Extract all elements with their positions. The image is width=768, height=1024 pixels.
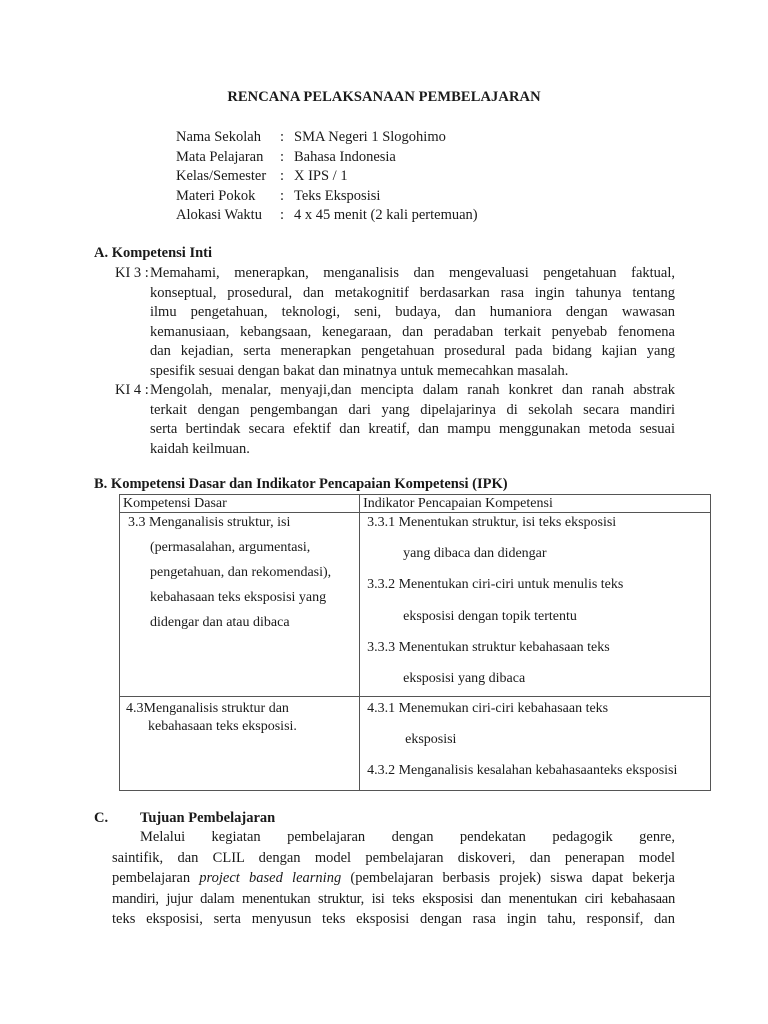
identity-value: Teks Eksposisi: [294, 187, 381, 204]
ki3-line: kemanusiaan, kebangsaan, kenegaraan, dan peradaban terkait penyebab fenomena: [150, 323, 675, 340]
table-cell-kd: [120, 697, 360, 791]
identity-value: X IPS / 1: [294, 168, 348, 184]
identity-block: [176, 128, 478, 226]
identity-label: Mata Pelajaran: [176, 148, 264, 165]
kd-line: 4.3Menganalisis struktur dan: [126, 701, 289, 716]
competency-table: [119, 494, 711, 791]
ki4-line: serta bertindak secara efektif dan kreatif, dan mampu menggunakan metoda sesuai: [150, 421, 675, 437]
ki3-line: Memahami, menerapkan, menganalisis dan mengevaluasi pengetahuan faktual,: [150, 265, 675, 281]
identity-row-school: [176, 128, 478, 148]
identity-label: Alokasi Waktu: [176, 207, 262, 223]
table-header-kd: Kompetensi Dasar: [120, 495, 360, 513]
section-b-heading: B. Kompetensi Dasar dan Indikator Pencapaian Kompetensi (IPK): [94, 476, 508, 492]
identity-label: Kelas/Semester: [176, 168, 267, 184]
ipk-line: 4.3.2 Menganalisis kesalahan kebahasaanteks eksposisi: [367, 763, 678, 778]
kd-line: kebahasaan teks eksposisi.: [148, 719, 297, 734]
ipk-line: eksposisi yang dibaca: [403, 671, 526, 686]
table-row: [120, 697, 711, 791]
identity-row-subject: [176, 148, 478, 168]
identity-label: Nama Sekolah: [176, 129, 261, 145]
ki3-block: [115, 264, 675, 381]
identity-colon: :: [280, 168, 285, 184]
identity-value: 4 x 45 menit (2 kali pertemuan): [294, 207, 478, 223]
ipk-line: eksposisi: [405, 732, 457, 747]
paragraph-text: (pembelajaran berbasis projek) siswa dapat bekerja: [341, 870, 675, 886]
identity-colon: :: [280, 129, 285, 145]
ipk-line: 3.3.1 Menentukan struktur, isi teks eksposisi: [367, 515, 617, 530]
identity-value: SMA Negeri 1 Slogohimo: [294, 129, 446, 145]
ipk-line: eksposisi dengan topik tertentu: [403, 609, 577, 624]
ki4-line: Mengolah, menalar, menyaji,dan mencipta dalam ranah konkret dan ranah abstrak: [150, 382, 675, 398]
ipk-line: 4.3.1 Menemukan ciri-ciri kebahasaan teks: [367, 701, 609, 716]
identity-row-time: [176, 206, 478, 226]
identity-row-class: [176, 167, 478, 187]
paragraph-line: saintifik, dan CLIL dengan model pembelajaran diskoveri, dan penerapan model: [112, 849, 675, 866]
kd-line: didengar dan atau dibaca: [150, 615, 290, 630]
ki4-label: KI 4 :: [115, 382, 149, 398]
identity-colon: :: [280, 148, 285, 165]
table-row: [120, 513, 711, 697]
section-c-heading-letter: C.: [94, 810, 109, 826]
paragraph-italic-term: project based learning: [199, 870, 342, 886]
identity-colon: :: [280, 207, 285, 223]
table-header-ipk: Indikator Pencapaian Kompetensi: [360, 495, 711, 513]
paragraph-line: Melalui kegiatan pembelajaran dengan pendekatan pedagogik genre,: [140, 829, 675, 845]
ki3-line: spesifik sesuai dengan bakat dan minatnya untuk memecahkan masalah.: [150, 362, 569, 379]
ipk-line: yang dibaca dan didengar: [403, 546, 547, 561]
identity-label: Materi Pokok: [176, 187, 256, 204]
ki3-line: ilmu pengetahuan, teknologi, seni, budaya, dan humaniora dengan wawasan: [150, 304, 675, 320]
identity-colon: :: [280, 187, 285, 204]
ki3-line: konseptual, prosedural, dan metakognitif berdasarkan rasa ingin tahunya tentang: [150, 284, 675, 301]
page-title: RENCANA PELAKSANAAN PEMBELAJARAN: [227, 89, 541, 105]
ki4-block: [115, 381, 675, 459]
ipk-line: 3.3.3 Menentukan struktur kebahasaan teks: [367, 640, 610, 655]
table-cell-ipk: [360, 513, 711, 697]
kd-line: kebahasaan teks eksposisi yang: [150, 590, 327, 605]
kd-line: (permasalahan, argumentasi,: [150, 540, 311, 555]
table-cell-ipk: [360, 697, 711, 791]
identity-value: Bahasa Indonesia: [294, 148, 396, 165]
ki4-text: [150, 381, 675, 459]
kd-line: 3.3 Menganalisis struktur, isi: [128, 515, 291, 530]
ki3-line: dan kejadian, serta menerapkan pengetahuan prosedural pada bidang kajian yang: [150, 343, 675, 359]
ki3-text: [150, 264, 675, 381]
ki4-line: terkait dengan pengembangan dari yang dipelajarinya di sekolah secara mandiri: [150, 401, 675, 418]
paragraph-text: pembelajaran: [112, 870, 200, 886]
kd-line: pengetahuan, dan rekomendasi),: [150, 565, 332, 580]
section-a-heading: A. Kompetensi Inti: [94, 245, 213, 261]
table-cell-kd: [120, 513, 360, 697]
table-header-row: [120, 495, 711, 513]
learning-objectives-paragraph: [112, 827, 675, 930]
section-c-heading: Tujuan Pembelajaran: [140, 810, 276, 826]
paragraph-line: mandiri, jujur dalam menentukan struktur, isi teks eksposisi dan menentukan ciri kebahasaan: [112, 890, 675, 907]
paragraph-line: [112, 868, 675, 889]
ki3-label: KI 3 :: [115, 265, 149, 281]
identity-row-topic: [176, 187, 478, 207]
ipk-line: 3.3.2 Menentukan ciri-ciri untuk menulis teks: [367, 577, 624, 592]
ki4-line: kaidah keilmuan.: [150, 440, 250, 457]
paragraph-line: teks eksposisi, serta menyusun teks eksposisi dengan rasa ingin tahu, responsif, dan: [112, 911, 675, 927]
